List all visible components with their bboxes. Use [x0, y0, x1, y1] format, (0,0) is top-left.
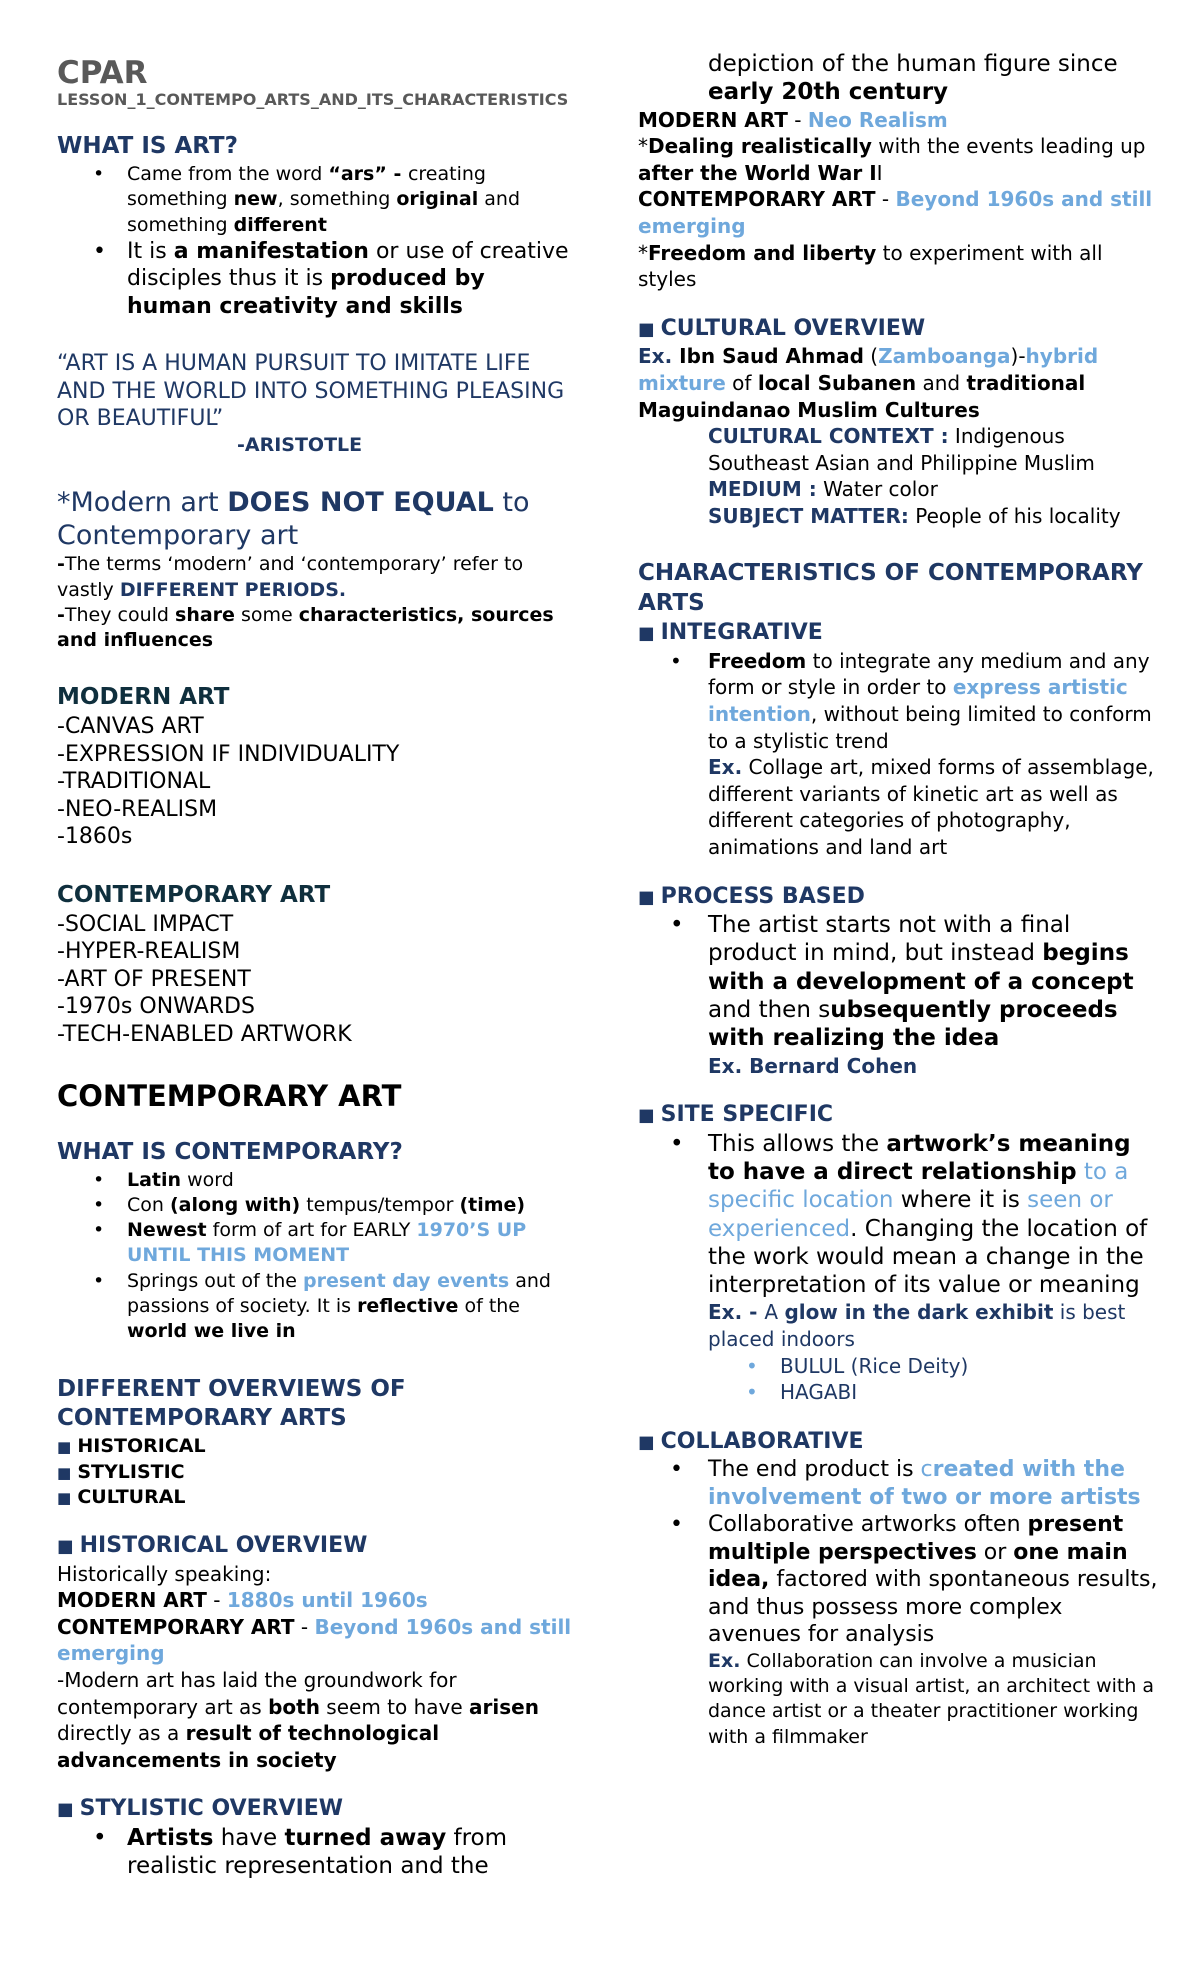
list-item: -HYPER-REALISM [57, 939, 241, 965]
historical-paragraph: -Modern art has laid the groundwork for contemporary art as both seem to have arisen directly as a result of technological advancements in society [57, 1668, 539, 1772]
list-item: -CANVAS ART [57, 714, 204, 740]
historical-contemporary: CONTEMPORARY ART - Beyond 1960s and still emerging [57, 1614, 572, 1666]
aristotle-quote: “ART IS A HUMAN PURSUIT TO IMITATE LIFE AND THE WORLD INTO SOMETHING PLEASING OR BEAUTIFUL” [57, 351, 565, 432]
freedom-liberty: *Freedom and liberty to experiment with all styles [638, 240, 1103, 292]
cultural-context: CULTURAL CONTEXT : Indigenous Southeast Asian and Philippine Muslim [708, 424, 1095, 475]
list-item: • Artists have turned away from realistic representation and the [57, 1824, 577, 1881]
list-item: • The end product is created with the involvement of two or more artists [638, 1456, 1158, 1511]
process-example: Ex. Bernard Cohen [708, 1053, 918, 1078]
contemporary-art-big-heading: CONTEMPORARY ART [57, 1079, 402, 1114]
list-item: • The artist starts not with a final product in mind, but instead begins with a development of a concept and then subsequently proceeds with realizing the idea [638, 911, 1158, 1052]
overview-item-stylistic: ■ STYLISTIC [57, 1460, 185, 1483]
integrative-heading: ■ INTEGRATIVE [638, 620, 823, 646]
different-overviews-heading: DIFFERENT OVERVIEWS OF CONTEMPORARY ARTS [57, 1375, 406, 1432]
list-item: -NEO-REALISM [57, 796, 218, 822]
site-example: Ex. - A glow in the dark exhibit is best placed indoors [708, 1300, 1126, 1352]
cultural-example: Ex. Ibn Saud Ahmad (Zamboanga)-hybrid mixture of local Subanen and traditional Maguindanao Muslim Cultures [638, 344, 1099, 422]
list-item: -EXPRESSION IF INDIVIDUALITY [57, 741, 400, 767]
collaborative-heading: ■ COLLABORATIVE [638, 1428, 864, 1454]
list-item: • This allows the artwork’s meaning to have a direct relationship to a specific location where it is seen or experienced. Changing the location of the work would mean a change in the interpretation of its value or meaning [638, 1130, 1158, 1300]
cultural-medium: MEDIUM : Water color [708, 477, 938, 502]
list-item: • Latin word [57, 1168, 577, 1193]
list-item: • BULUL (Rice Deity) [638, 1353, 1158, 1380]
what-is-art-list [57, 162, 577, 320]
overview-item-cultural: ■ CULTURAL [57, 1485, 186, 1508]
doc-title: CPAR [57, 55, 148, 91]
cultural-subject: SUBJECT MATTER: People of his locality [708, 503, 1121, 528]
modern-art-heading: MODERN ART [57, 684, 230, 711]
integrative-list [638, 648, 1158, 754]
collaborative-list [638, 1456, 1158, 1649]
what-is-contemporary-heading: WHAT IS CONTEMPORARY? [57, 1138, 403, 1165]
historical-overview-heading: ■ HISTORICAL OVERVIEW [57, 1533, 368, 1559]
overview-item-historical: ■ HISTORICAL [57, 1435, 206, 1458]
list-item: • Freedom to integrate any medium and any form or style in order to express artistic intention, without being limited to conform to a stylistic trend [638, 648, 1158, 754]
site-list [638, 1130, 1158, 1300]
list-item: -1860s [57, 824, 133, 850]
list-item: • Collaborative artworks often present multiple perspectives or one main idea, factored with spontaneous results, and thus possess more complex avenues for analysis [638, 1511, 1158, 1649]
list-item: -TECH-ENABLED ARTWORK [57, 1021, 352, 1047]
contemporary-art-beyond: CONTEMPORARY ART - Beyond 1960s and still emerging [638, 187, 1153, 238]
left-column [57, 50, 577, 1881]
historical-modern: MODERN ART - 1880s until 1960s [57, 1588, 428, 1613]
what-is-art-heading: WHAT IS ART? [57, 133, 238, 160]
list-item: • HAGABI [638, 1379, 1158, 1406]
characteristics-heading: CHARACTERISTICS OF CONTEMPORARY ARTS [638, 560, 1143, 617]
list-item: • Newest form of art for EARLY 1970’S UP UNTIL THIS MOMENT [57, 1218, 577, 1269]
dealing-realistically: *Dealing realistically with the events leading up after the World War II [638, 134, 1146, 185]
integrative-example: Ex. Collage art, mixed forms of assemblage, different variants of kinetic art as well as different categories of photography, animations and land art [708, 755, 1154, 859]
contemporary-art-heading: CONTEMPORARY ART [57, 881, 331, 908]
collaborative-example: Ex. Collaboration can involve a musician working with a visual artist, an architect with a dance artist or a theater practitioner working with a filmmaker [708, 1649, 1155, 1748]
list-item: -1970s ONWARDS [57, 994, 255, 1020]
list-item: • Came from the word “ars” - creating something new, something original and something different [57, 162, 577, 238]
site-sub-list [638, 1353, 1158, 1406]
right-column [638, 50, 1158, 1750]
modern-not-equal-line: *Modern art DOES NOT EQUAL to Contemporary art [57, 487, 530, 551]
process-based-heading: ■ PROCESS BASED [638, 883, 865, 909]
terms-paragraph: -The terms ‘modern’ and ‘contemporary’ refer to vastly DIFFERENT PERIODS. [57, 553, 524, 601]
modern-art-neo-realism: MODERN ART - Neo Realism [638, 107, 948, 132]
process-list [638, 911, 1158, 1052]
stylistic-list [57, 1824, 577, 1881]
stylistic-overview-heading: ■ STYLISTIC OVERVIEW [57, 1796, 344, 1822]
doc-subtitle: LESSON_1_CONTEMPO_ARTS_AND_ITS_CHARACTERISTICS [57, 90, 569, 110]
list-item: • Springs out of the present day events and passions of society. It is reflective of the world we live in [57, 1269, 577, 1345]
list-item: • Con (along with) tempus/tempor (time) [57, 1193, 577, 1218]
list-item: • It is a manifestation or use of creative disciples thus it is produced by human creativity and skills [57, 238, 577, 321]
what-is-contemporary-list [57, 1168, 577, 1345]
list-item: -TRADITIONAL [57, 769, 211, 795]
historical-intro: Historically speaking: [57, 1561, 272, 1586]
stylistic-continued: depiction of the human figure since early 20th century [708, 51, 1118, 106]
share-paragraph: -They could share some characteristics, sources and influences [57, 603, 554, 652]
list-item: -SOCIAL IMPACT [57, 911, 234, 937]
cultural-overview-heading: ■ CULTURAL OVERVIEW [638, 315, 926, 341]
site-specific-heading: ■ SITE SPECIFIC [638, 1102, 834, 1128]
quote-author: -ARISTOTLE [237, 433, 363, 456]
list-item: -ART OF PRESENT [57, 966, 251, 992]
